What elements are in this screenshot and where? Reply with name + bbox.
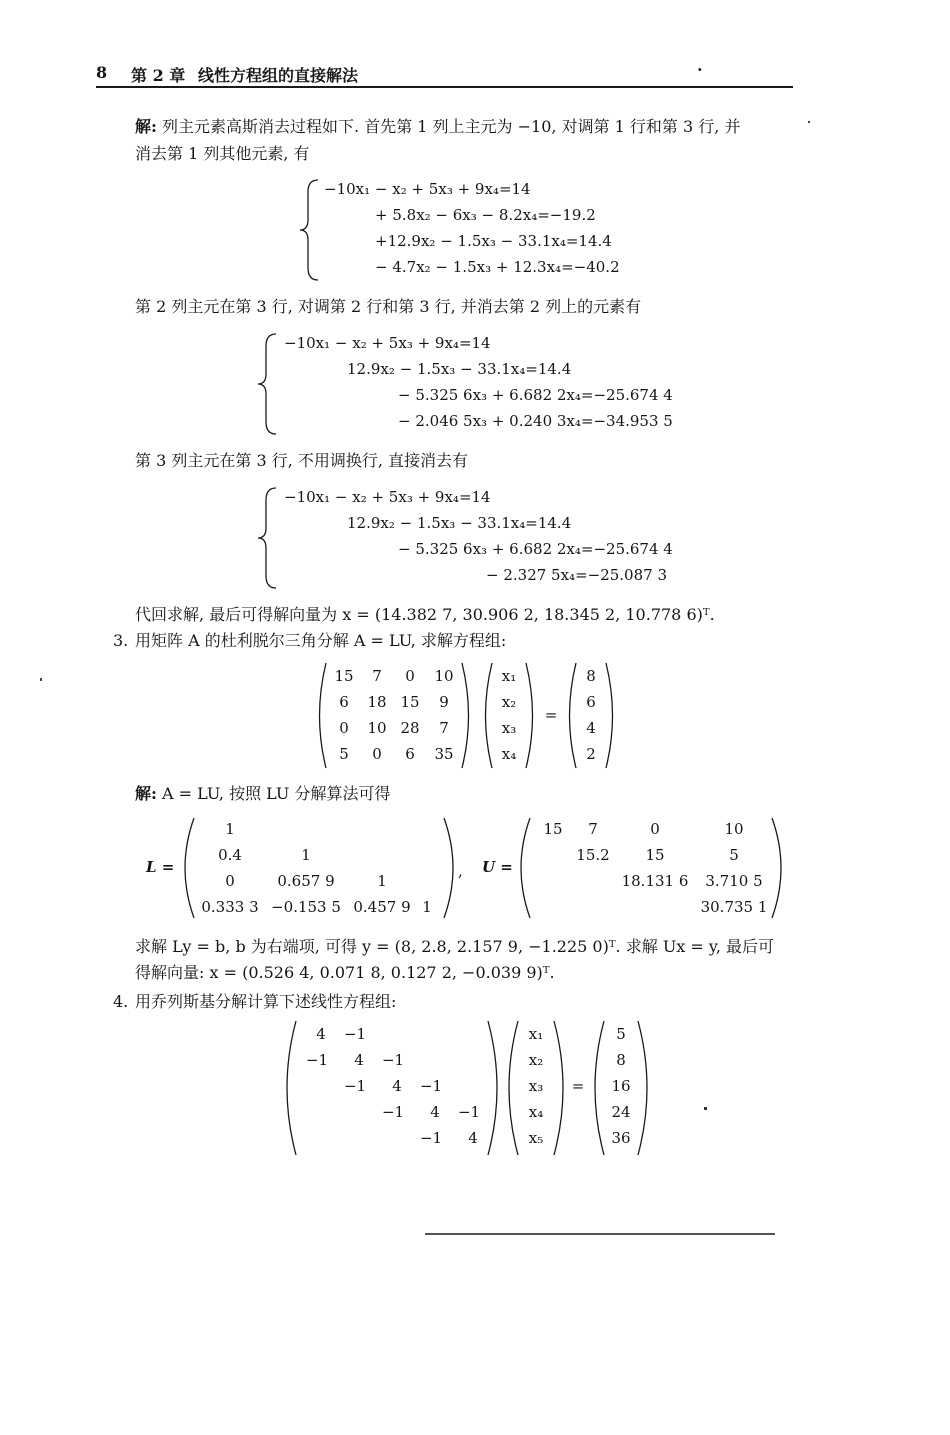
matrix-cell: 28	[400, 719, 420, 737]
u-matrix-left-paren	[521, 818, 530, 918]
matrix-cell: 6	[339, 693, 349, 711]
matrix-cell: 18	[367, 693, 387, 711]
matrix-cell: 15	[543, 820, 563, 838]
solution-label: 解:	[135, 117, 157, 136]
u-label: U =	[482, 858, 513, 876]
problem-4-text: 用乔列斯基分解计算下述线性方程组:	[135, 992, 397, 1011]
matrix-cell: 4	[468, 1129, 478, 1147]
l-label: L =	[146, 858, 175, 876]
system1-row-3: +12.9x₂ − 1.5x₃ − 33.1x₄=14.4	[375, 232, 612, 250]
vector-cell: 8	[616, 1051, 626, 1069]
matrix-cell: 18.131 6	[621, 872, 689, 890]
problem-4-number: 4.	[113, 992, 129, 1011]
system2-row-1: −10x₁ − x₂ + 5x₃ + 9x₄=14	[284, 334, 491, 352]
matrix-cell: 0	[372, 745, 382, 763]
matrix-cell: 4	[316, 1025, 326, 1043]
l-matrix-right-paren	[444, 818, 453, 918]
vector-x-left-paren	[486, 663, 493, 768]
vector-b-left-paren	[570, 663, 577, 768]
matrix-cell: 10	[367, 719, 387, 737]
matrix-cell: 0	[339, 719, 349, 737]
vector-cell: 2	[586, 745, 596, 763]
vector-cell: 5	[616, 1025, 626, 1043]
page-speck	[808, 121, 810, 123]
chapter-title: 线性方程组的直接解法	[198, 66, 359, 85]
matrix-4-right-paren	[488, 1021, 497, 1155]
vector-cell: 16	[611, 1077, 631, 1095]
matrix-cell: −1	[457, 1103, 481, 1121]
solution-text-line-1: 列主元素高斯消去过程如下. 首先第 1 列上主元为 −10, 对调第 1 行和第 3 行, 并	[162, 117, 741, 136]
vector-4x-left-paren	[509, 1021, 518, 1155]
matrix-cell: −1	[419, 1129, 443, 1147]
system1-row-1: −10x₁ − x₂ + 5x₃ + 9x₄=14	[324, 180, 531, 198]
vector-cell: 24	[611, 1103, 631, 1121]
matrix-cell: −1	[343, 1025, 367, 1043]
matrix-cell: 7	[439, 719, 449, 737]
matrix-cell: 0.4	[218, 846, 242, 864]
system2-row-2: 12.9x₂ − 1.5x₃ − 33.1x₄=14.4	[347, 360, 572, 378]
solution-text-line-2: 消去第 1 列其他元素, 有	[135, 144, 310, 163]
matrix-cell: 15	[645, 846, 665, 864]
matrix-cell: 7	[588, 820, 598, 838]
system3-row-3: − 5.325 6x₃ + 6.682 2x₄=−25.674 4	[398, 540, 673, 558]
matrix-cell: −0.153 5	[271, 898, 341, 916]
step-2-text: 第 2 列主元在第 3 行, 对调第 2 行和第 3 行, 并消去第 2 列上的元素有	[135, 297, 642, 316]
matrix-4-left-paren	[287, 1021, 296, 1155]
lu-text: A = LU, 按照 LU 分解算法可得	[162, 784, 391, 803]
matrix-cell: 15.2	[576, 846, 610, 864]
matrix-cell: 4	[430, 1103, 440, 1121]
matrix-a-right-paren	[462, 663, 469, 768]
matrix-cell: 30.735 1	[700, 898, 768, 916]
matrix-cell: −1	[305, 1051, 329, 1069]
matrix-cell: 1	[377, 872, 387, 890]
vector-cell: x₂	[528, 1051, 544, 1069]
equals-sign: =	[571, 1077, 585, 1095]
matrix-cell: 35	[434, 745, 454, 763]
header-dot: ·	[697, 60, 703, 79]
system2-row-4: − 2.046 5x₃ + 0.240 3x₄=−34.953 5	[398, 412, 673, 430]
solution-label: 解:	[135, 784, 157, 803]
page-speck	[40, 678, 42, 681]
matrix-cell: 15	[334, 667, 354, 685]
vector-cell: x₂	[501, 693, 517, 711]
matrix-cell: 4	[354, 1051, 364, 1069]
matrix-cell: 1	[225, 820, 235, 838]
matrix-cell: 10	[434, 667, 454, 685]
matrix-cell: 15	[400, 693, 420, 711]
matrix-cell: 1	[301, 846, 311, 864]
matrix-separator-comma: ,	[458, 862, 463, 880]
matrix-cell: 0.333 3	[201, 898, 259, 916]
matrix-cell: 0	[650, 820, 660, 838]
matrix-cell: 5	[729, 846, 739, 864]
system3-row-4: − 2.327 5x₄=−25.087 3	[486, 566, 667, 584]
matrix-cell: 5	[339, 745, 349, 763]
matrix-cell: −1	[381, 1103, 405, 1121]
matrix-cell: 10	[724, 820, 744, 838]
system2-row-3: − 5.325 6x₃ + 6.682 2x₄=−25.674 4	[398, 386, 673, 404]
vector-cell: 36	[611, 1129, 631, 1147]
chapter-label: 第 2 章	[131, 66, 186, 85]
vector-cell: x₁	[528, 1025, 544, 1043]
matrix-cell: 0	[225, 872, 235, 890]
matrix-cell: −1	[343, 1077, 367, 1095]
vector-4x-right-paren	[554, 1021, 563, 1155]
matrix-cell: 6	[405, 745, 415, 763]
vector-cell: 6	[586, 693, 596, 711]
matrix-cell: 0.657 9	[277, 872, 335, 890]
matrix-cell: 7	[372, 667, 382, 685]
vector-cell: x₃	[501, 719, 517, 737]
matrix-cell: −1	[419, 1077, 443, 1095]
vector-cell: x₄	[528, 1103, 544, 1121]
system1-brace	[300, 180, 318, 280]
vector-cell: x₃	[528, 1077, 544, 1095]
matrix-cell: 0.457 9	[353, 898, 411, 916]
matrix-cell: 9	[439, 693, 449, 711]
vector-x-right-paren	[526, 663, 533, 768]
vector-cell: 4	[586, 719, 596, 737]
vector-4b-left-paren	[595, 1021, 604, 1155]
vector-cell: 8	[586, 667, 596, 685]
vector-cell: x₅	[528, 1129, 544, 1147]
page-speck	[704, 1107, 707, 1110]
l-matrix-left-paren	[185, 818, 194, 918]
matrix-cell: 0	[405, 667, 415, 685]
system3-row-2: 12.9x₂ − 1.5x₃ − 33.1x₄=14.4	[347, 514, 572, 532]
problem-3-result-line-2: 得解向量: x = (0.526 4, 0.071 8, 0.127 2, −0.039 9)ᵀ.	[135, 963, 555, 982]
system1-row-4: − 4.7x₂ − 1.5x₃ + 12.3x₄=−40.2	[375, 258, 620, 276]
system1-row-2: + 5.8x₂ − 6x₃ − 8.2x₄=−19.2	[375, 206, 596, 224]
problem-3-text: 用矩阵 A 的杜利脱尔三角分解 A = LU, 求解方程组:	[135, 631, 507, 650]
matrix-a-left-paren	[320, 663, 327, 768]
problem-3-number: 3.	[113, 631, 129, 650]
system3-row-1: −10x₁ − x₂ + 5x₃ + 9x₄=14	[284, 488, 491, 506]
vector-cell: x₄	[501, 745, 517, 763]
vector-cell: x₁	[501, 667, 517, 685]
system3-brace	[258, 488, 276, 588]
equals-sign: =	[544, 706, 558, 724]
matrix-cell: 3.710 5	[705, 872, 763, 890]
vector-4b-right-paren	[638, 1021, 647, 1155]
matrix-cell: 4	[392, 1077, 402, 1095]
page-number: 8	[96, 63, 108, 82]
matrix-cell: −1	[381, 1051, 405, 1069]
system2-brace	[258, 334, 276, 434]
problem-3-result-line-1: 求解 Ly = b, b 为右端项, 可得 y = (8, 2.8, 2.157 9, −1.225 0)ᵀ. 求解 Ux = y, 最后可	[135, 937, 774, 956]
bottom-rule	[425, 1233, 775, 1235]
step-3-text: 第 3 列主元在第 3 行, 不用调换行, 直接消去有	[135, 451, 469, 470]
matrix-cell: 1	[422, 898, 432, 916]
u-matrix-right-paren	[772, 818, 781, 918]
back-substitution-text: 代回求解, 最后可得解向量为 x = (14.382 7, 30.906 2, 18.345 2, 10.778 6)ᵀ.	[135, 605, 715, 624]
vector-b-right-paren	[606, 663, 613, 768]
